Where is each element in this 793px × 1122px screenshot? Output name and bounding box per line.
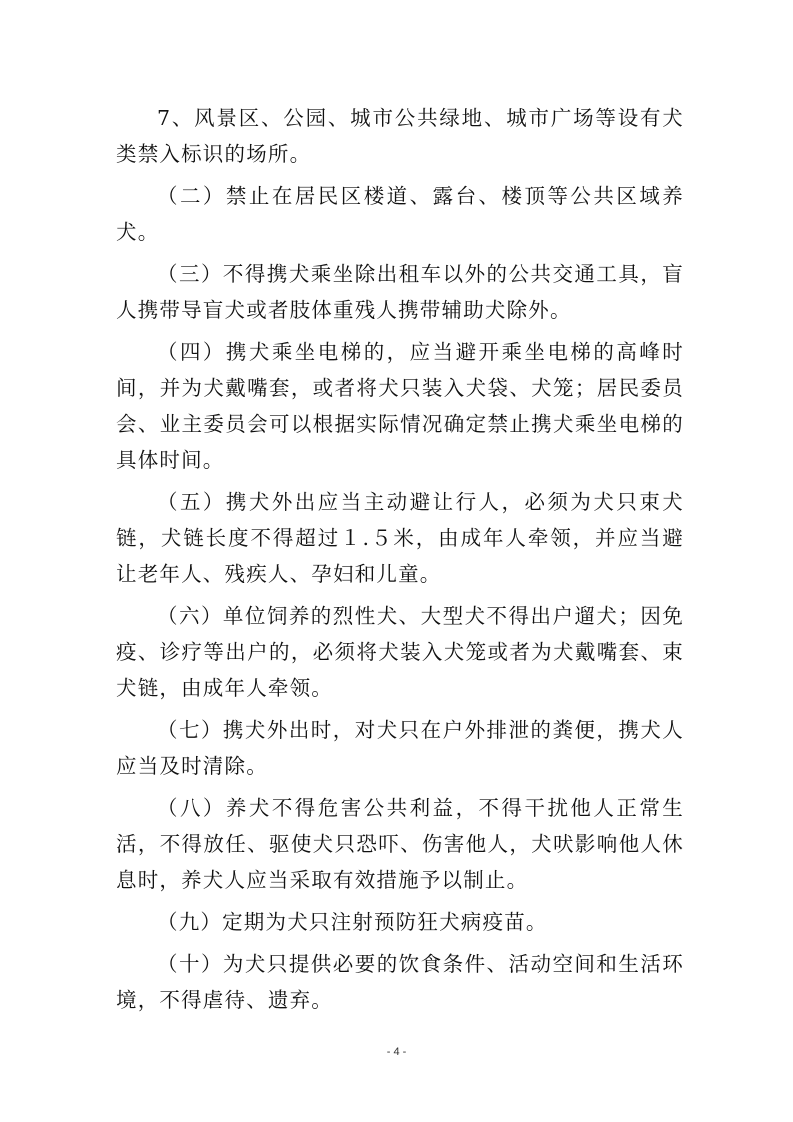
paragraph-clause-8: （八）养犬不得危害公共利益，不得干扰他人正常生活，不得放任、驱使犬只恐吓、伤害他人，犬吠影响他人休息时，养犬人应当采取有效措施予以制止。 [116,796,684,892]
paragraph-clause-9: （九）定期为犬只注射预防狂犬病疫苗。 [157,910,548,934]
paragraph-clause-2: （二）禁止在居民区楼道、露台、楼顶等公共区域养犬。 [116,184,684,244]
paragraph-clause-4: （四）携犬乘坐电梯的，应当避开乘坐电梯的高峰时间，并为犬戴嘴套，或者将犬只装入犬袋、犬笼；居民委员会、业主委员会可以根据实际情况确定禁止携犬乘坐电梯的具体时间。 [116,340,684,472]
paragraph-clause-6: （六）单位饲养的烈性犬、大型犬不得出户遛犬；因免疫、诊疗等出户的，必须将犬装入犬笼或者为犬戴嘴套、束犬链，由成年人牵领。 [116,604,684,700]
paragraph-clause-5: （五）携犬外出应当主动避让行人，必须为犬只束犬链，犬链长度不得超过１.５米，由成年人牵领，并应当避让老年人、残疾人、孕妇和儿童。 [116,490,684,586]
document-body [116,100,684,1024]
paragraph-clause-3: （三）不得携犬乘坐除出租车以外的公共交通工具，盲人携带导盲犬或者肢体重残人携带辅助犬除外。 [116,262,684,322]
paragraph-clause-10: （十）为犬只提供必要的饮食条件、活动空间和生活环境，不得虐待、遗弃。 [116,952,684,1012]
page-number: - 4 - [386,1046,407,1058]
paragraph-clause-7: （七）携犬外出时，对犬只在户外排泄的粪便，携犬人应当及时清除。 [116,718,684,778]
paragraph-item-7: 7、风景区、公园、城市公共绿地、城市广场等设有犬类禁入标识的场所。 [116,106,684,166]
